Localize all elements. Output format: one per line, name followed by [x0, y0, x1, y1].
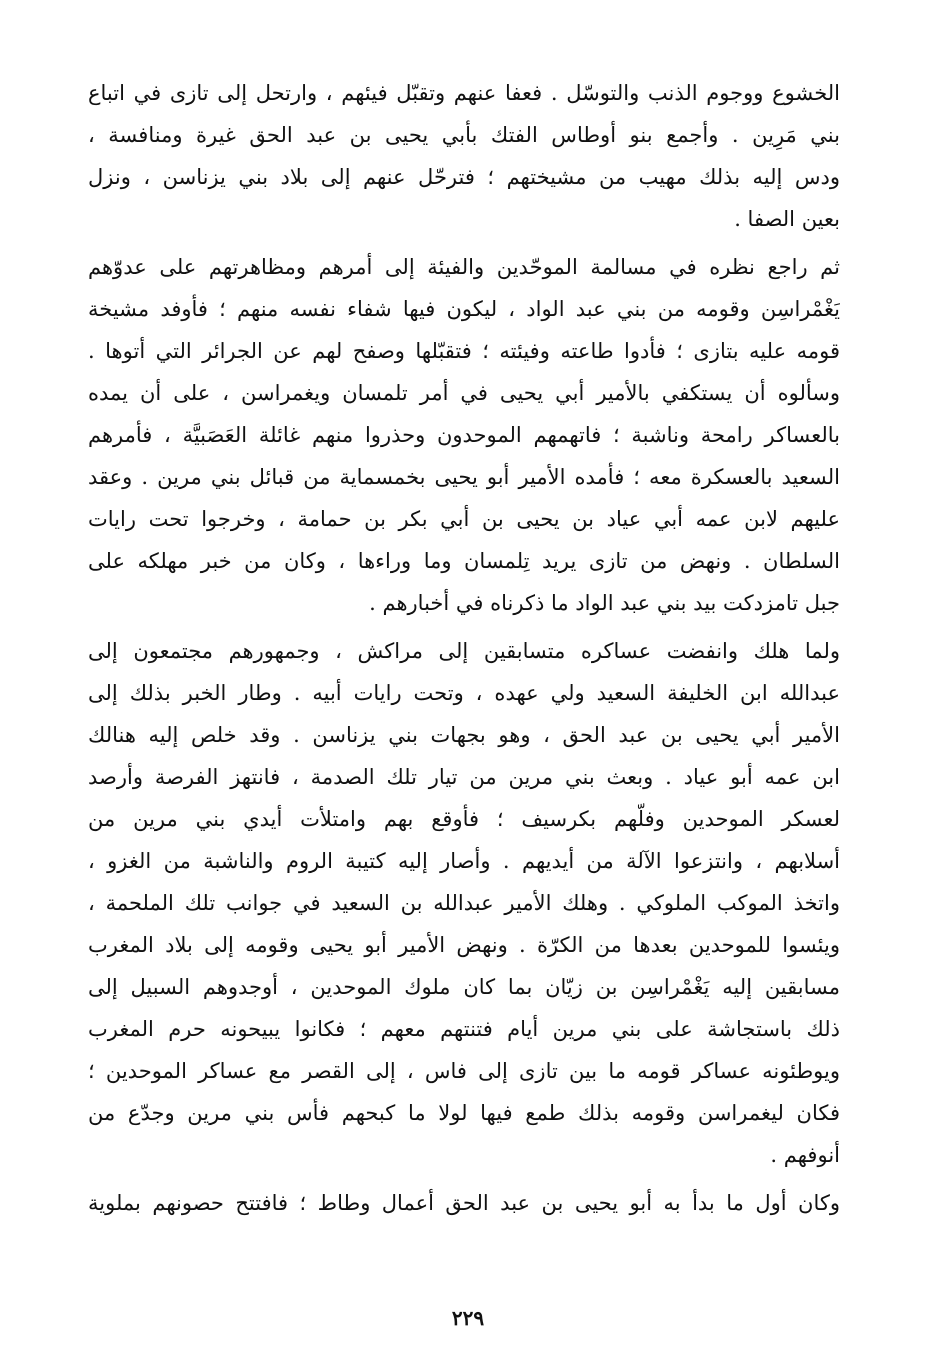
text-line: ويئسوا للموحدين بعدها من الكرّة . ونهض الأمير أبو يحيى وقومه إلى بلاد المغرب	[88, 933, 840, 957]
text-line: عليهم لابن عمه أبي عياد بن يحيى بن أبي بكر بن حمامة ، وخرجوا تحت رايات	[88, 507, 840, 531]
text-line: لعسكر الموحدين وفلّهم بكرسيف ؛ فأوقع بهم وامتلأت أيدي بني مرين من	[88, 807, 840, 831]
body-text	[88, 72, 840, 1224]
text-line: الأمير أبي يحيى بن عبد الحق ، وهو بجهات بني يزناسن . وقد خلص إليه هنالك	[88, 723, 840, 747]
paragraph	[88, 72, 840, 240]
text-line: مسابقين إليه يَغْمْراسِن بن زيّان بما كان ملوك الموحدين ، أوجدوهم السبيل إلى	[88, 975, 840, 999]
text-line: جبل تامزدكت بيد بني عبد الواد ما ذكرناه في أخبارهم .	[369, 591, 840, 615]
text-line: أنوفهم .	[770, 1143, 840, 1167]
text-line: ولما هلك وانفضت عساكره متسابقين إلى مراكش ، وجمهورهم مجتمعون إلى	[88, 639, 840, 663]
text-line: ويوطئونه عساكر قومه ما بين تازى إلى فاس ، إلى القصر مع عساكر الموحدين ؛	[88, 1059, 840, 1083]
text-line: ذلك باستجاشة على بني مرين أيام فتنتهم معهم ؛ فكانوا يبيحونه حرم المغرب	[88, 1017, 840, 1041]
text-line: السلطان . ونهض من تازى يريد تِلمسان وما وراءها ، وكان من خبر مهلكه على	[88, 549, 840, 573]
text-line: ودس إليه بذلك مهيب من مشيختهم ؛ فترحّل عنهم إلى بلاد بني يزناسن ، ونزل	[88, 165, 840, 189]
text-line: وكان أول ما بدأ به أبو يحيى بن عبد الحق أعمال وطاط ؛ فافتتح حصونهم بملوية	[88, 1191, 840, 1215]
text-line: بني مَرِين . وأجمع بنو أوطاس الفتك بأبي يحيى بن عبد الحق غيرة ومنافسة ،	[88, 123, 840, 147]
paragraph	[88, 246, 840, 624]
text-line: يَغْمْراسِن وقومه من بني عبد الواد ، ليكون فيها شفاء نفسه منهم ؛ فأوفد مشيخة	[88, 297, 840, 321]
text-line: وسألوه أن يستكفي بالأمير أبي يحيى في أمر تلمسان ويغمراسن ، على أن يمده	[88, 381, 840, 405]
text-line: بالعساكر رامحة وناشبة ؛ فاتهمهم الموحدون وحذروا منهم غائلة العَصَبيَّة ، فأمرهم	[88, 423, 840, 447]
text-line: عبدالله ابن الخليفة السعيد ولي عهده ، وتحت رايات أبيه . وطار الخبر بذلك إلى	[88, 681, 840, 705]
paragraph	[88, 630, 840, 1176]
text-line: فكان ليغمراسن وقومه بذلك طمع فيها لولا ما كبحهم فأس بني مرين وجدّع من	[88, 1101, 840, 1125]
text-line: ابن عمه أبو عياد . وبعث بني مرين من تيار تلك الصدمة ، فانتهز الفرصة وأرصد	[88, 765, 840, 789]
text-line: الخشوع ووجوم الذنب والتوسّل . فعفا عنهم وتقبّل فيئهم ، وارتحل إلى تازى في اتباع	[88, 81, 840, 105]
text-line: أسلابهم ، وانتزعوا الآلة من أيديهم . وأصار إليه كتيبة الروم والناشبة من الغزو ،	[88, 849, 840, 873]
text-line: ثم راجع نظره في مسالمة الموحّدين والفيئة إلى أمرهم ومظاهرتهم على عدوّهم	[88, 255, 840, 279]
text-line: السعيد بالعسكرة معه ؛ فأمده الأمير أبو يحيى بخمسماية من قبائل بني مرين . وعقد	[88, 465, 840, 489]
paragraph	[88, 1182, 840, 1224]
text-line: واتخذ الموكب الملوكي . وهلك الأمير عبدالله بن السعيد في جوانب تلك الملحمة ،	[88, 891, 840, 915]
text-line: قومه عليه بتازى ؛ فأدوا طاعته وفيئته ؛ فتقبّلها وصفح لهم عن الجرائر التي أتوها .	[88, 339, 840, 363]
text-line: بعين الصفا .	[734, 207, 840, 231]
page-number: ٢٢٩	[451, 1306, 485, 1330]
